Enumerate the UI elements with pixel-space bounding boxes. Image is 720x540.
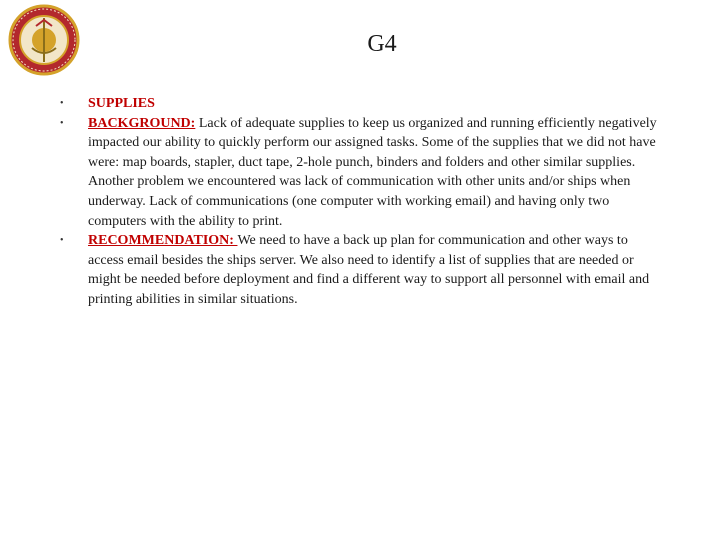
background-body: Lack of adequate supplies to keep us organized and running efficiently negatively impacted our ability to quickly perform our assigned tasks. Some of the supplies that we did not have were: map boards, stapler, duct tape, 2-hole punch, binders and folders and other similar supplies. Another problem we encountered was lack of communication with other units and/or ships when underway. Lack of communications (one computer with working email) and having only two computers with the ability to print. [88,115,657,229]
recommendation-body: We need to have a back up plan for communication and other ways to access email besides the ships server. We also need to identify a list of supplies that are needed or might be needed before deployment and find a different way to support all personnel with email and printing abilities in similar situations. [88,233,650,307]
background-heading: BACKGROUND: [88,115,196,131]
bullet-recommendation [60,231,660,309]
bullet-list [60,94,660,310]
recommendation-heading: RECOMMENDATION: [88,233,238,249]
supplies-heading: SUPPLIES [88,96,155,111]
bullet-background [60,114,660,232]
bullet-marker: • [60,117,64,129]
bullet-marker: • [60,98,64,109]
bullet-supplies [60,94,660,114]
bullet-marker: • [60,235,64,247]
slide-title: G4 [367,31,397,57]
